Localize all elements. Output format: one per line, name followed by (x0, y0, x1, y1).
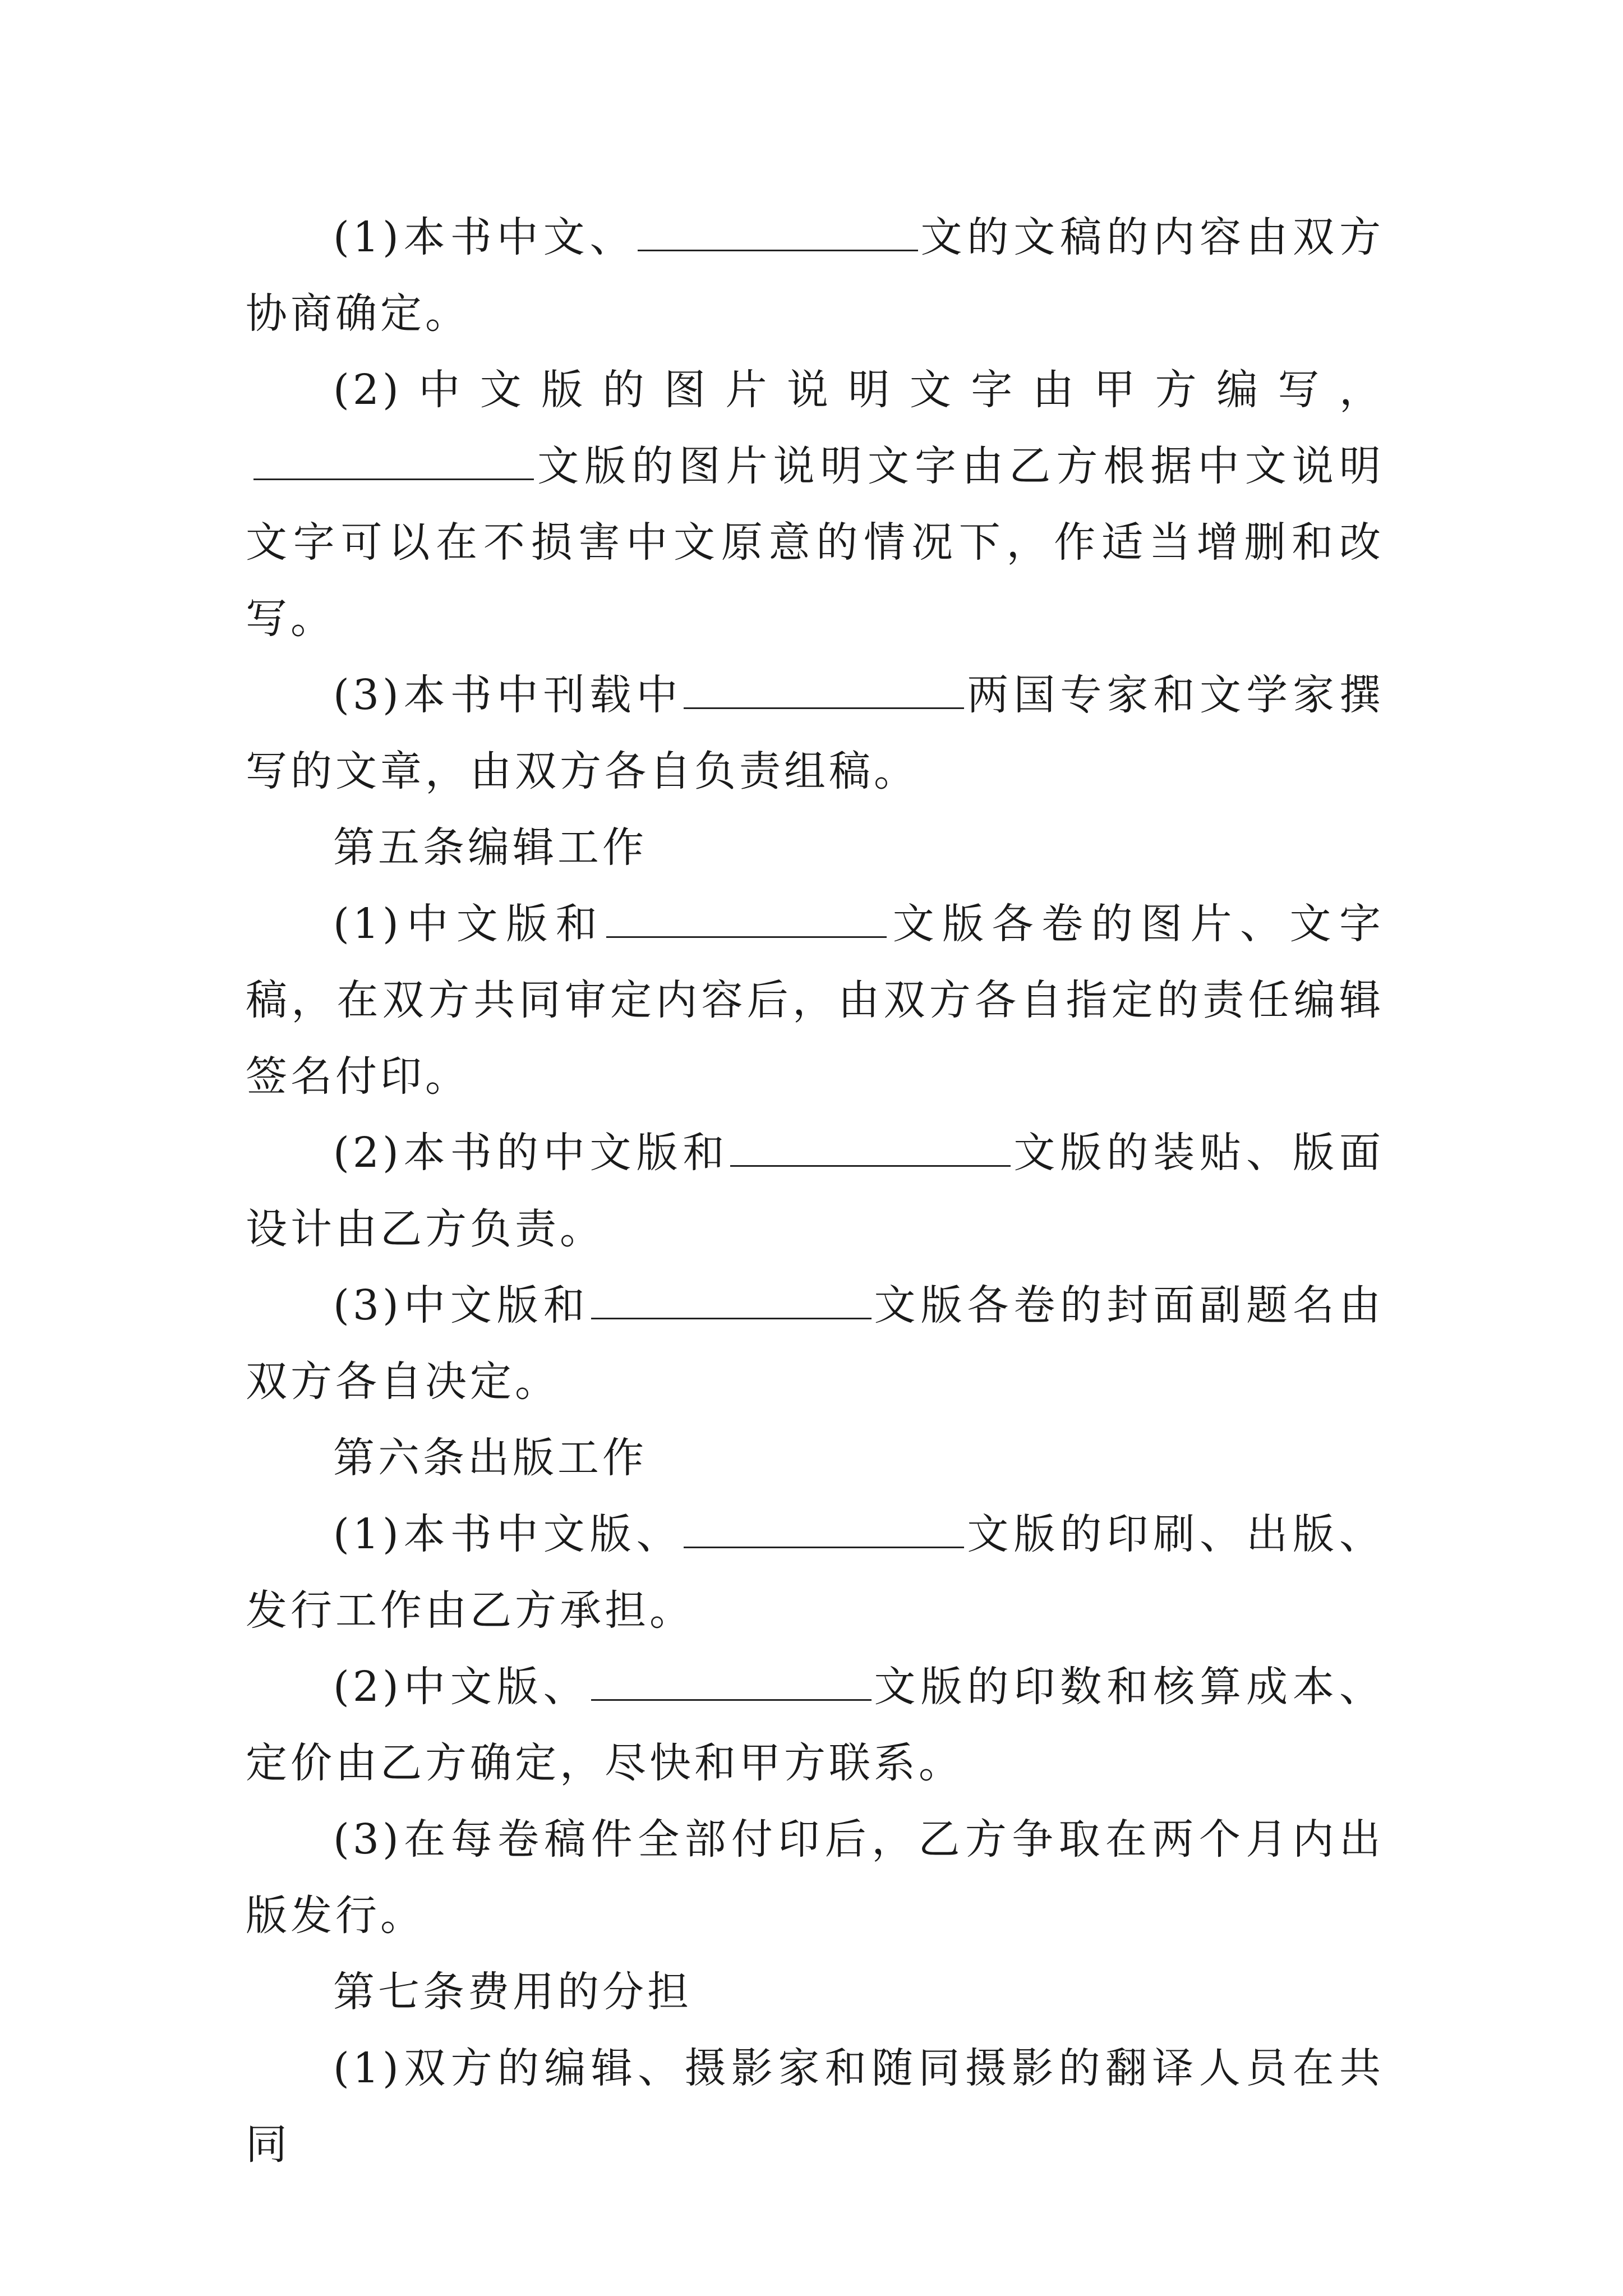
clause-text: 文版各卷的图片、文字稿，在双方共同审定内容后，由双方各自指定的责任编辑签名付印。 (246, 900, 1384, 1101)
clause-text: 文版的印数和核算成本、定价由乙方确定，尽快和甲方联系。 (246, 1663, 1384, 1787)
clause-text: 文版各卷的封面副题名由双方各自决定。 (246, 1281, 1384, 1406)
fill-in-blank (684, 1546, 964, 1548)
clause-7-item-1: (1)双方的编辑、摄影家和随同摄影的翻译人员在共同 (246, 2044, 1384, 2169)
clause-text: 文的文稿的内容由双方协商确定。 (246, 213, 1384, 338)
clause-5-heading: 第五条编辑工作 (333, 823, 647, 872)
fill-in-blank (684, 707, 964, 709)
clause-text: (1)本书中文版、 (333, 1510, 683, 1558)
fill-in-blank (638, 249, 918, 251)
clause-5-item-2 (246, 1115, 1384, 1267)
fill-in-blank (591, 1699, 872, 1701)
clause-text: (2)本书的中文版和 (333, 1129, 730, 1177)
clause-text: (2)中文版、 (333, 1663, 590, 1711)
fill-in-blank (591, 1317, 872, 1319)
clause-text: (1)本书中文、 (333, 213, 637, 261)
clause-4-item-3 (246, 657, 1384, 809)
clause-text: 文版的装贴、版面设计由乙方负责。 (246, 1129, 1385, 1253)
clause-text: (3)本书中刊载中 (333, 671, 683, 719)
clause-4-item-1 (246, 199, 1384, 352)
clause-text: 两国专家和文学家撰写的文章，由双方各自负责组稿。 (246, 671, 1385, 795)
clause-5-item-1 (246, 886, 1384, 1115)
clause-text: (3)中文版和 (333, 1281, 590, 1329)
clause-6-heading: 第六条出版工作 (333, 1434, 647, 1482)
clause-6-item-1 (246, 1496, 1384, 1649)
fill-in-blank (253, 478, 534, 480)
clause-text: (1)中文版和 (333, 900, 606, 948)
clause-4-item-2 (246, 352, 1384, 657)
clause-5-item-3 (246, 1267, 1384, 1420)
document-page (246, 199, 1384, 2183)
clause-text: 文版的图片说明文字由乙方根据中文说明文字可以在不损害中文原意的情况下，作适当增删和改写。 (246, 442, 1384, 643)
fill-in-blank (606, 936, 887, 938)
clause-6-item-3: (3)在每卷稿件全部付印后，乙方争取在两个月内出版发行。 (246, 1815, 1384, 1940)
clause-6-item-2 (246, 1649, 1384, 1801)
clause-text: (2)中文版的图片说明文字由甲方编写， (333, 366, 1384, 414)
clause-7-heading: 第七条费用的分担 (333, 1968, 692, 2016)
fill-in-blank (730, 1165, 1011, 1167)
clause-text: 文版的印刷、出版、发行工作由乙方承担。 (246, 1510, 1385, 1635)
